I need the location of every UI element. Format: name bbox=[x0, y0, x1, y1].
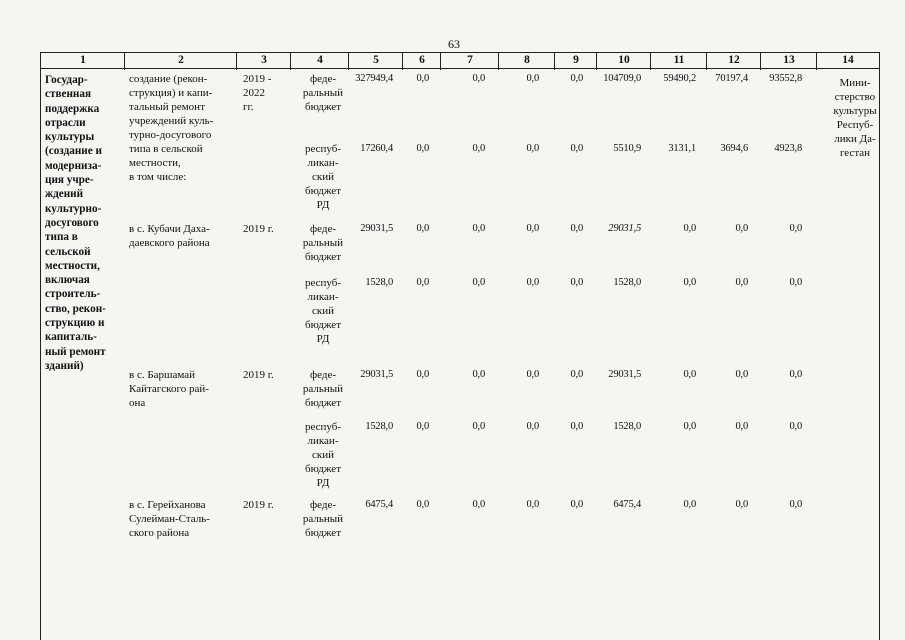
funding-source: респуб- ликан- ский бюджет РД bbox=[304, 143, 342, 211]
value-cell-col-7: 0,0 bbox=[472, 73, 485, 84]
implementation-period: 2019 г. bbox=[243, 499, 274, 511]
value-cell-col-5: 29031,5 bbox=[360, 223, 393, 234]
column-header-1: 1 bbox=[80, 54, 86, 66]
value-cell-col-6: 0,0 bbox=[416, 421, 429, 432]
funding-source: респуб- ликан- ский бюджет РД bbox=[304, 421, 342, 489]
header-divider bbox=[402, 53, 403, 70]
value-cell-col-7: 0,0 bbox=[472, 499, 485, 510]
value-cell-col-11: 3131,1 bbox=[668, 143, 696, 154]
value-cell-col-11: 0,0 bbox=[683, 223, 696, 234]
value-cell-col-10: 5510,9 bbox=[613, 143, 641, 154]
value-cell-col-12: 70197,4 bbox=[715, 73, 748, 84]
funding-source: феде- ральный бюджет bbox=[302, 369, 344, 409]
column-header-5: 5 bbox=[373, 54, 379, 66]
value-cell-col-5: 1528,0 bbox=[365, 277, 393, 288]
page-number: 63 bbox=[448, 37, 460, 51]
value-cell-col-12: 3694,6 bbox=[720, 143, 748, 154]
value-cell-col-6: 0,0 bbox=[416, 369, 429, 380]
value-cell-col-9: 0,0 bbox=[570, 499, 583, 510]
value-cell-col-7: 0,0 bbox=[472, 421, 485, 432]
column-header-13: 13 bbox=[783, 54, 795, 66]
value-cell-col-10: 1528,0 bbox=[613, 277, 641, 288]
column-header-7: 7 bbox=[467, 54, 473, 66]
value-cell-col-12: 0,0 bbox=[735, 499, 748, 510]
value-cell-col-12: 0,0 bbox=[735, 421, 748, 432]
value-cell-col-6: 0,0 bbox=[416, 223, 429, 234]
value-cell-col-5: 17260,4 bbox=[360, 143, 393, 154]
value-cell-col-11: 0,0 bbox=[683, 499, 696, 510]
header-divider bbox=[554, 53, 555, 70]
value-cell-col-11: 0,0 bbox=[683, 421, 696, 432]
funding-source: феде- ральный бюджет bbox=[302, 73, 344, 113]
column-header-14: 14 bbox=[842, 54, 854, 66]
value-cell-col-10: 29031,5 bbox=[608, 369, 641, 380]
value-cell-col-13: 0,0 bbox=[789, 223, 802, 234]
header-divider bbox=[236, 53, 237, 70]
value-cell-col-13: 0,0 bbox=[789, 499, 802, 510]
value-cell-col-10: 104709,0 bbox=[603, 73, 641, 84]
value-cell-col-8: 0,0 bbox=[526, 421, 539, 432]
header-divider bbox=[440, 53, 441, 70]
value-cell-col-13: 0,0 bbox=[789, 369, 802, 380]
column-header-8: 8 bbox=[524, 54, 530, 66]
value-cell-col-12: 0,0 bbox=[735, 277, 748, 288]
value-cell-col-11: 59490,2 bbox=[663, 73, 696, 84]
value-cell-col-6: 0,0 bbox=[416, 499, 429, 510]
header-divider bbox=[650, 53, 651, 70]
executor-cell: Мини- стерство культуры Респуб- лики Да- гестан bbox=[833, 77, 877, 159]
value-cell-col-12: 0,0 bbox=[735, 223, 748, 234]
value-cell-col-6: 0,0 bbox=[416, 73, 429, 84]
column-header-2: 2 bbox=[178, 54, 184, 66]
value-cell-col-5: 6475,4 bbox=[365, 499, 393, 510]
funding-source: феде- ральный бюджет bbox=[302, 223, 344, 263]
value-cell-col-9: 0,0 bbox=[570, 223, 583, 234]
value-cell-col-10: 6475,4 bbox=[613, 499, 641, 510]
value-cell-col-5: 29031,5 bbox=[360, 369, 393, 380]
value-cell-col-10: 1528,0 bbox=[613, 421, 641, 432]
value-cell-col-8: 0,0 bbox=[526, 369, 539, 380]
value-cell-col-5: 1528,0 bbox=[365, 421, 393, 432]
value-cell-col-7: 0,0 bbox=[472, 277, 485, 288]
implementation-period: 2019 г. bbox=[243, 223, 274, 235]
value-cell-col-7: 0,0 bbox=[472, 143, 485, 154]
column-number-header bbox=[41, 52, 879, 69]
column-header-10: 10 bbox=[618, 54, 630, 66]
value-cell-col-13: 4923,8 bbox=[774, 143, 802, 154]
budget-table bbox=[40, 52, 880, 640]
header-divider bbox=[348, 53, 349, 70]
header-divider bbox=[124, 53, 125, 70]
object-description: создание (рекон- струкция) и капи- тальный ремонт учреждений куль- турно-досугового типа в сельской местности, в том числе: bbox=[129, 73, 214, 183]
funding-source: феде- ральный бюджет bbox=[302, 499, 344, 539]
value-cell-col-6: 0,0 bbox=[416, 143, 429, 154]
value-cell-col-13: 93552,8 bbox=[769, 73, 802, 84]
header-divider bbox=[290, 53, 291, 70]
value-cell-col-9: 0,0 bbox=[570, 369, 583, 380]
column-header-6: 6 bbox=[419, 54, 425, 66]
value-cell-col-8: 0,0 bbox=[526, 223, 539, 234]
header-divider bbox=[760, 53, 761, 70]
implementation-period: 2019 - 2022 гг. bbox=[243, 73, 272, 113]
value-cell-col-8: 0,0 bbox=[526, 277, 539, 288]
value-cell-col-8: 0,0 bbox=[526, 73, 539, 84]
implementation-period: 2019 г. bbox=[243, 369, 274, 381]
value-cell-col-13: 0,0 bbox=[789, 277, 802, 288]
value-cell-col-8: 0,0 bbox=[526, 499, 539, 510]
value-cell-col-7: 0,0 bbox=[472, 369, 485, 380]
column-header-3: 3 bbox=[261, 54, 267, 66]
value-cell-col-5: 327949,4 bbox=[355, 73, 393, 84]
header-divider bbox=[596, 53, 597, 70]
value-cell-col-9: 0,0 bbox=[570, 277, 583, 288]
header-divider bbox=[706, 53, 707, 70]
column-header-4: 4 bbox=[317, 54, 323, 66]
value-cell-col-7: 0,0 bbox=[472, 223, 485, 234]
header-divider bbox=[816, 53, 817, 70]
value-cell-col-9: 0,0 bbox=[570, 143, 583, 154]
value-cell-col-11: 0,0 bbox=[683, 277, 696, 288]
column-header-9: 9 bbox=[573, 54, 579, 66]
value-cell-col-11: 0,0 bbox=[683, 369, 696, 380]
object-description: в с. Герейханова Сулейман-Сталь- ского района bbox=[129, 499, 210, 539]
value-cell-col-8: 0,0 bbox=[526, 143, 539, 154]
value-cell-col-6: 0,0 bbox=[416, 277, 429, 288]
value-cell-col-9: 0,0 bbox=[570, 421, 583, 432]
column-header-11: 11 bbox=[673, 54, 685, 66]
value-cell-col-10: 29031,5 bbox=[608, 223, 641, 234]
program-title: Государ- ственная поддержка отрасли культуры (создание и модерниза- ция учре- ждений культурно- досугового типа в сельской местности, включая строитель- ство, рекон- струкцию и капиталь- ный ремонт зданий) bbox=[45, 74, 106, 372]
value-cell-col-13: 0,0 bbox=[789, 421, 802, 432]
funding-source: респуб- ликан- ский бюджет РД bbox=[304, 277, 342, 345]
value-cell-col-12: 0,0 bbox=[735, 369, 748, 380]
object-description: в с. Баршамай Кайтагского рай- она bbox=[129, 369, 209, 409]
header-divider bbox=[498, 53, 499, 70]
value-cell-col-9: 0,0 bbox=[570, 73, 583, 84]
column-header-12: 12 bbox=[728, 54, 740, 66]
object-description: в с. Кубачи Даха- даевского района bbox=[129, 223, 210, 249]
